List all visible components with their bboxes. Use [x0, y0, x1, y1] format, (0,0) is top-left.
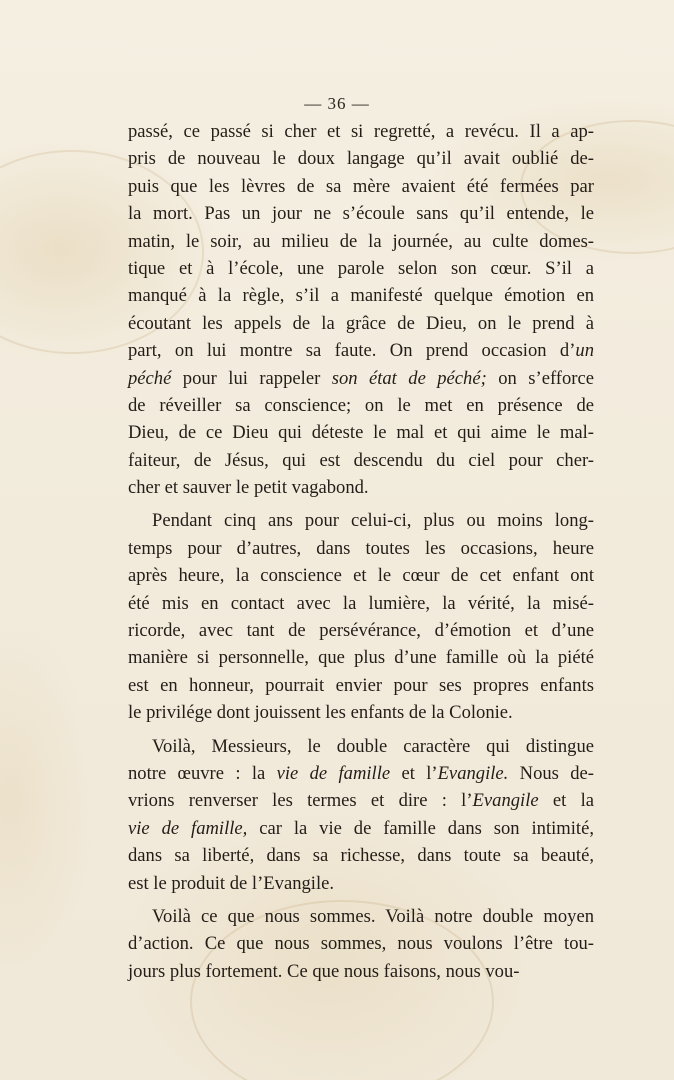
- text-segment: le privilége dont jouissent les enfants de la Colonie.: [128, 702, 513, 724]
- text-line: [128, 760, 594, 787]
- text-line: [128, 815, 594, 842]
- text-line: [128, 365, 594, 392]
- text-segment: faiteur, de Jésus, qui est descendu du ciel pour cher-: [128, 449, 594, 471]
- text-line: [128, 562, 594, 589]
- text-line: [128, 930, 594, 957]
- text-segment: tique et à l’école, une parole selon son cœur. S’il a: [128, 257, 594, 279]
- text-line: [128, 474, 594, 501]
- text-segment: temps pour d’autres, dans toutes les occasions, heure: [128, 537, 594, 559]
- italic-segment: un: [575, 340, 594, 362]
- italic-segment: péché: [128, 367, 172, 389]
- paragraph: [128, 118, 594, 501]
- text-line: [128, 200, 594, 227]
- text-segment: vrions renverser les termes et dire : l’: [128, 790, 473, 812]
- text-line: [128, 310, 594, 337]
- text-line: [128, 644, 594, 671]
- text-segment: Dieu, de ce Dieu qui déteste le mal et qui aime le mal-: [128, 422, 594, 444]
- text-line: [128, 337, 594, 364]
- text-line: [128, 255, 594, 282]
- text-segment: notre œuvre : la: [128, 762, 277, 784]
- text-segment: passé, ce passé si cher et si regretté, a revécu. Il a ap-: [128, 121, 594, 142]
- text-segment: manière si personnelle, que plus d’une famille où la piété: [128, 647, 594, 669]
- text-segment: est le produit de l’Evangile.: [128, 872, 335, 894]
- paragraph: [128, 507, 594, 726]
- text-line: [128, 535, 594, 562]
- text-line: [128, 958, 594, 985]
- paragraph: [128, 733, 594, 897]
- text-segment: matin, le soir, au milieu de la journée, au culte domes-: [128, 230, 594, 252]
- text-segment: ricorde, avec tant de persévérance, d’émotion et d’une: [128, 620, 594, 642]
- text-line: [128, 228, 594, 255]
- italic-segment: vie de famille: [276, 762, 391, 784]
- text-line: [128, 699, 594, 726]
- text-segment: Voilà, Messieurs, le double caractère qui distingue: [152, 735, 594, 757]
- text-line: [128, 590, 594, 617]
- text-segment: cher et sauver le petit vagabond.: [128, 477, 369, 499]
- text-line: [128, 118, 594, 145]
- text-segment: manqué à la règle, s’il a manifesté quelque émotion en: [128, 285, 594, 307]
- body-text: [128, 118, 594, 985]
- text-line: [128, 787, 594, 814]
- text-line: [128, 733, 594, 760]
- text-segment: car la vie de famille dans son intimité,: [247, 817, 594, 839]
- text-line: [128, 507, 594, 534]
- italic-segment: Evangile.: [437, 762, 509, 784]
- text-line: [128, 392, 594, 419]
- text-segment: écoutant les appels de la grâce de Dieu, on le prend à: [128, 312, 594, 334]
- text-segment: de réveiller sa conscience; on le met en présence de: [128, 394, 594, 416]
- text-segment: puis que les lèvres de sa mère avaient été fermées par: [128, 175, 594, 197]
- page-number: — 36 —: [304, 94, 370, 113]
- text-segment: part, on lui montre sa faute. On prend occasion d’: [128, 340, 576, 362]
- text-segment: on s’efforce: [486, 367, 594, 389]
- italic-segment: vie de famille,: [128, 817, 248, 839]
- text-line: [128, 447, 594, 474]
- text-line: [128, 282, 594, 309]
- text-line: [128, 870, 594, 897]
- text-line: [128, 617, 594, 644]
- text-segment: après heure, la conscience et le cœur de cet enfant ont: [128, 565, 594, 587]
- italic-segment: son état de péché;: [331, 367, 487, 389]
- italic-segment: Evangile: [472, 790, 539, 812]
- text-line: [128, 842, 594, 869]
- text-line: [128, 903, 594, 930]
- text-segment: la mort. Pas un jour ne s’écoule sans qu’il entende, le: [128, 203, 594, 225]
- text-segment: Pendant cinq ans pour celui-ci, plus ou moins long-: [152, 510, 594, 532]
- text-line: [128, 173, 594, 200]
- text-segment: Voilà ce que nous sommes. Voilà notre double moyen: [152, 905, 594, 927]
- text-line: [128, 672, 594, 699]
- text-segment: et l’: [390, 762, 438, 784]
- paragraph: [128, 903, 594, 985]
- text-segment: été mis en contact avec la lumière, la vérité, la misé-: [128, 592, 594, 614]
- text-segment: jours plus fortement. Ce que nous faisons, nous vou-: [128, 960, 520, 982]
- text-segment: pour lui rappeler: [171, 367, 332, 389]
- text-segment: est en honneur, pourrait envier pour ses propres enfants: [128, 674, 594, 696]
- text-line: [128, 419, 594, 446]
- text-segment: et la: [538, 790, 594, 812]
- text-segment: pris de nouveau le doux langage qu’il avait oublié de-: [128, 148, 594, 170]
- text-segment: Nous de-: [508, 762, 594, 784]
- text-segment: d’action. Ce que nous sommes, nous voulons l’être tou-: [128, 933, 594, 955]
- text-segment: dans sa liberté, dans sa richesse, dans toute sa beauté,: [128, 845, 594, 867]
- text-line: [128, 145, 594, 172]
